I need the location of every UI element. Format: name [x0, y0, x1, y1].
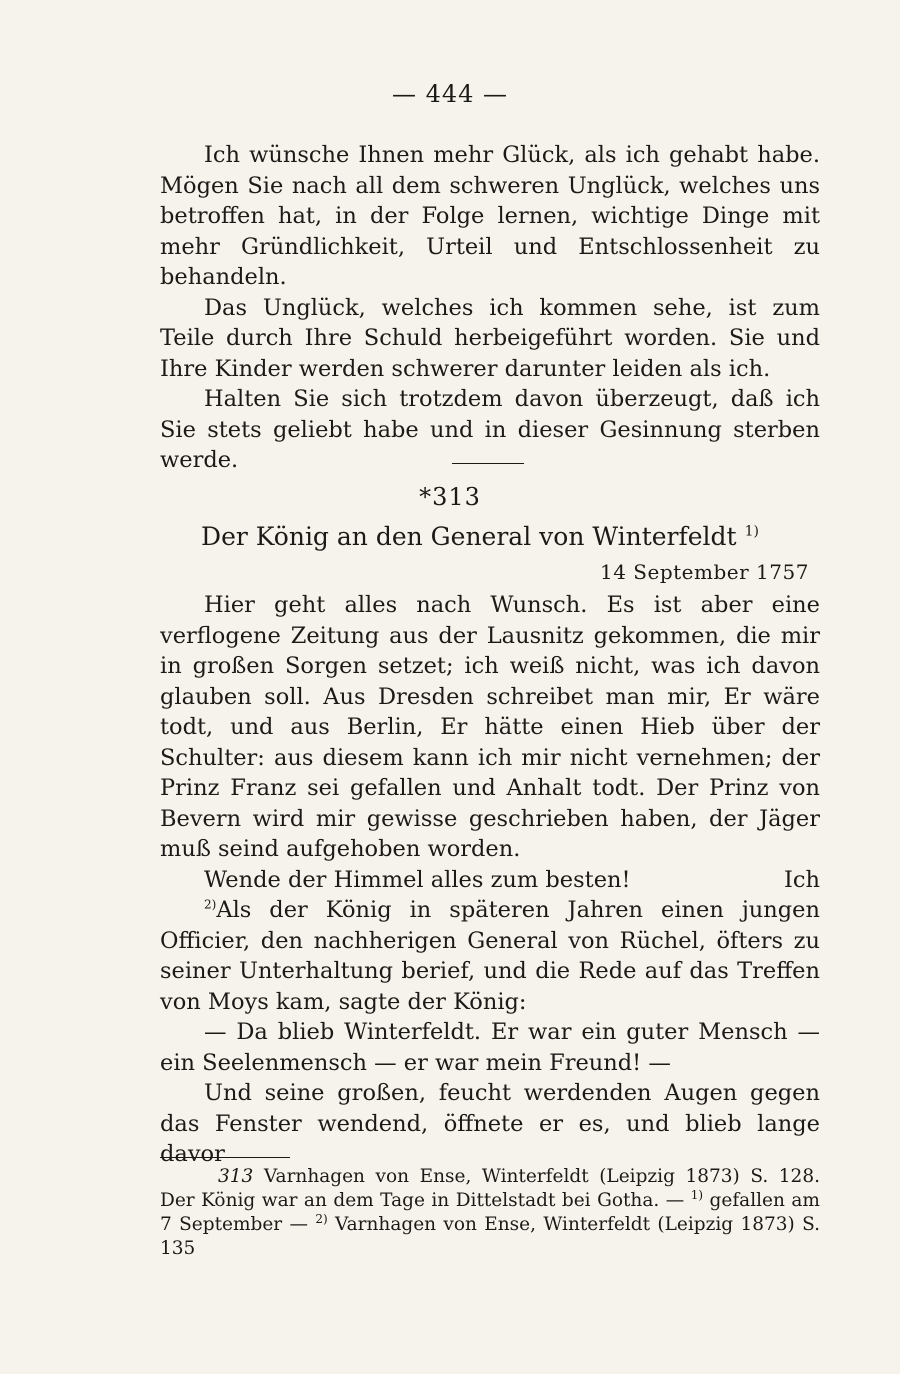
footnote-313 — [160, 1165, 820, 1261]
note-paragraph-1-text: Als der König in späteren Jahren einen jungen Officier, den nachherigen General von Rüchel, öfters zu seiner Unterhaltung berief, und die Rede auf das Treffen von Moys kam, sagte der König: — [160, 897, 820, 1015]
footnote-1-text: gefallen am 7 September — — [160, 1190, 820, 1235]
letter-closing-line — [160, 865, 820, 896]
intro-paragraph-2: Das Unglück, welches ich kommen sehe, ist zum Teile durch Ihre Schuld herbeigeführt worden. Sie und Ihre Kinder werden schwerer darunter leiden als ich. — [160, 294, 820, 382]
heading-footnote-mark: 1) — [744, 523, 759, 540]
note-paragraph-2: — Da blieb Winterfeldt. Er war ein guter Mensch — ein Seelenmensch — er war mein Freund! — — [160, 1019, 820, 1076]
letter-date: 14 September 1757 — [600, 560, 809, 584]
page-number: — 444 — — [391, 80, 509, 108]
note-mark: 2) — [204, 897, 217, 912]
letter-heading — [0, 522, 900, 551]
note-paragraph-3: Und seine großen, feucht werdenden Augen gegen das Fenster wendend, öffnete er es, und blieb lange davor — [160, 1080, 820, 1167]
note-paragraph-1 — [160, 895, 820, 1017]
footnote-ref-number: 313 — [218, 1166, 254, 1187]
letter-signature: Ich — [784, 866, 820, 893]
letter-heading-text: Der König an den General von Winterfeldt — [201, 522, 737, 551]
intro-paragraph-1: Ich wünsche Ihnen mehr Glück, als ich gehabt habe. Mögen Sie nach all dem schweren Unglück, welches uns betroffen hat, in der Folge lernen, wichtige Dinge mit mehr Gründlichkeit, Urteil und Entschlossenheit zu behandeln. — [160, 142, 820, 290]
footnote-1-mark: 1) — [690, 1187, 704, 1202]
intro-text — [160, 140, 820, 476]
footnote-divider — [160, 1157, 290, 1158]
letter-closing: Wende der Himmel alles zum besten! — [204, 866, 631, 893]
intro-paragraph-3: Halten Sie sich trotzdem davon überzeugt, daß ich Sie stets geliebt habe und in dieser Gesinnung sterben werde. — [160, 386, 820, 473]
letter-paragraph-1: Hier geht alles nach Wunsch. Es ist aber eine verflogene Zeitung aus der Lausnitz gekommen, die mir in großen Sorgen setzet; ich weiß nicht, was ich davon glauben soll. Aus Dresden schreibet man mir, Er wäre todt, und aus Berlin, Er hätte einen Hieb über der Schulter: aus diesem kann ich mir nicht vernehmen; der Prinz Franz sei gefallen und Anhalt todt. Der Prinz von Bevern wird mir gewisse geschrieben haben, der Jäger muß seind aufgehoben worden. — [160, 592, 820, 862]
footnote-ref-text: Varnhagen von Ense, Winterfeldt (Leipzig 1873) S. 128. Der König war an dem Tage in Dittelstadt bei Gotha. — — [160, 1166, 820, 1211]
footnote-2-text: Varnhagen von Ense, Winterfeldt (Leipzig 1873) S. 135 — [160, 1214, 820, 1259]
letter-body — [160, 590, 820, 1170]
letter-number: *313 — [419, 483, 481, 511]
footnotes — [160, 1165, 820, 1261]
footnote-2-mark: 2) — [315, 1211, 328, 1226]
section-divider — [452, 463, 524, 464]
